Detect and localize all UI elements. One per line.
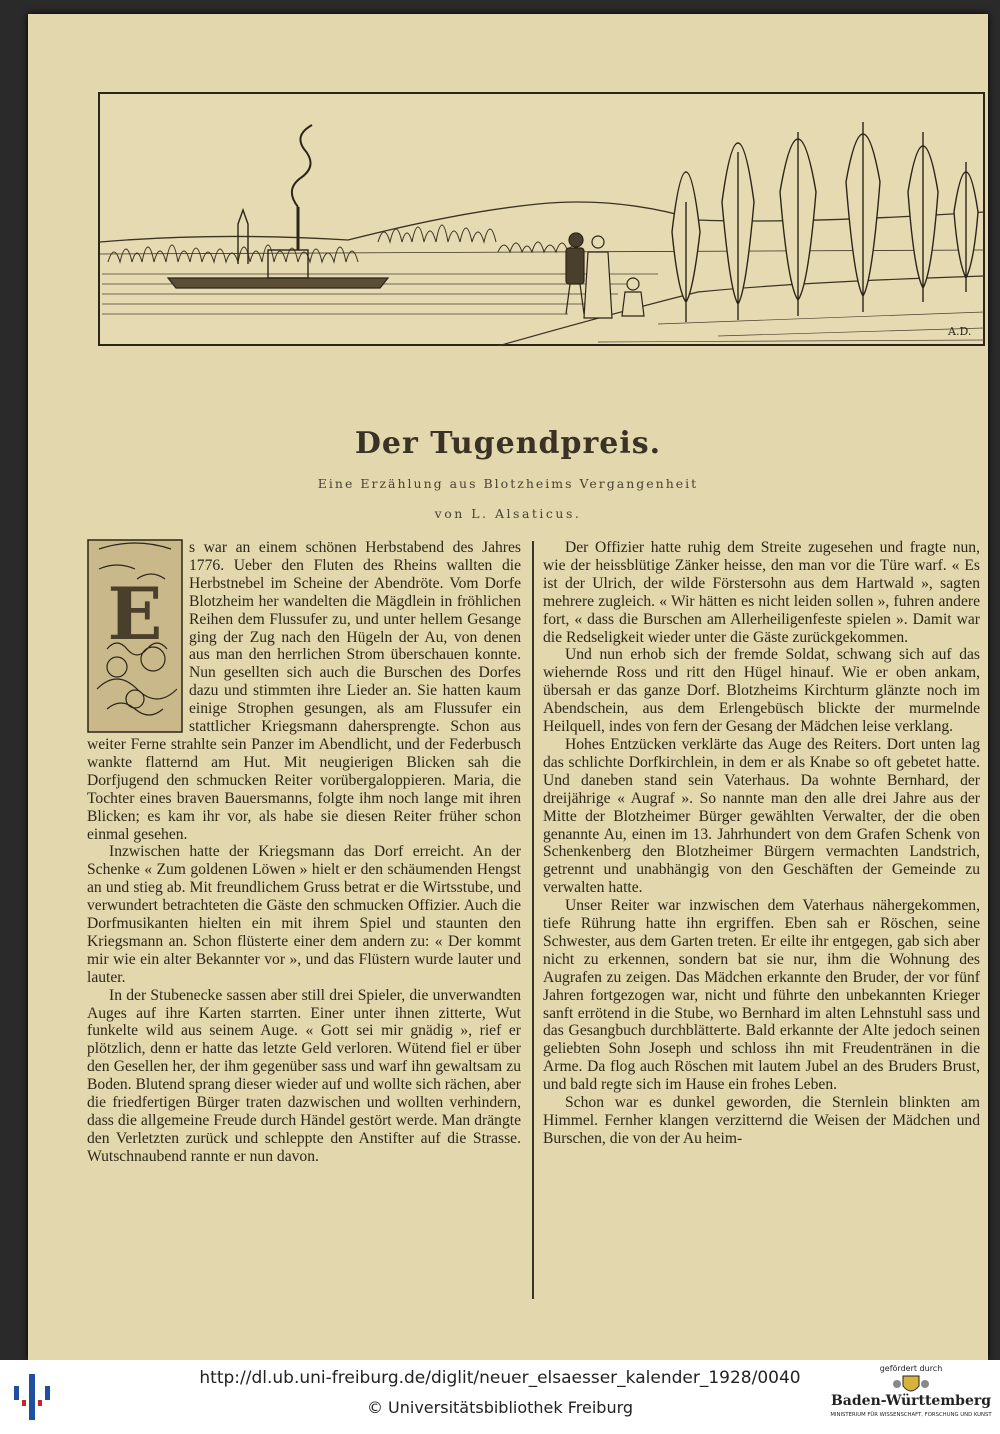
text-column-right	[543, 539, 980, 1148]
paragraph: Inzwischen hatte der Kriegsmann das Dorf erreicht. An der Schenke « Zum goldenen Löwen » hielt er den schäumenden Hengst an und stieg ab. Mit freundlichem Gruss betrat er die Wirtsstube, und verwundert betrachteten die Gäste den schmucken Offizier. Auch die Dorfmusikanten hielten ein mit ihrem Spiel und staunten den Kriegsmann an. Schon flüsterte einer dem andern zu: « Der kommt mir wie ein alter Bekannter vor », und das Flüstern wurde lauter und lauter.	[87, 843, 521, 986]
ornamental-initial	[87, 539, 183, 733]
paragraph: Und nun erhob sich der fremde Soldat, schwang sich auf das wiehernde Ross und ritt den Hügel hinauf. Wie er oben ankam, übersah er das ganze Dorf. Blotzheims Kirchturm glänzte noch im Abendschein, aus dem Erlengebüsch blickte der murmelnde Heilquell, indes von fern der Gesang der Mädchen leise verklang.	[543, 646, 980, 736]
source-url[interactable]: http://dl.ub.uni-freiburg.de/diglit/neuer_elsaesser_kalender_1928/0040	[199, 1368, 801, 1388]
copyright-notice: © Universitätsbibliothek Freiburg	[366, 1398, 634, 1417]
paragraph: Unser Reiter war inzwischen dem Vaterhaus nähergekommen, tiefe Rührung hatte ihn ergriffen. Eben sah er Röschen, seine Schwester, aus dem Garten treten. Er eilte ihr entgegen, gab sich aber nicht zu erkennen, sondern bat sie nur, ihm die Wohnung des Augrafen zu zeigen. Das Mädchen erkannte den Bruder, der vor fünf Jahren fortgezogen war, nicht und führte den unbekannten Krieger sanft errötend in die Stube, wo Bernhard im alten Lehnstuhl sass und das Gesangbuch durchblätterte. Bald erkannte der Alte jedoch seinen geliebten Sohn Joseph und schloss ihn mit Freudentränen in die Arme. Da flog auch Röschen mit lautem Jubel an des Bruders Brust, und bald regte sich im Hause ein frohes Leben.	[543, 897, 980, 1094]
scanned-page	[28, 14, 988, 1360]
paragraph: Der Offizier hatte ruhig dem Streite zugesehen und fragte nun, wie der heissblütige Zänker heisse, den man vor die Türe warf. « Es ist der Ulrich, der wilde Förstersohn aus dem Hartwald », sagten mehrere zugleich. « Wir hätten es nicht leiden sollen », fuhren andere fort, « dass die Burschen am Allerheiligenfeste spielen ». Damit war die Redseligkeit wieder unter die Gäste zurückgekommen.	[543, 539, 980, 646]
story-subtitle: Eine Erzählung aus Blotzheims Vergangenheit	[317, 476, 699, 491]
sponsor-block	[822, 1362, 1000, 1434]
rhine-landscape-illustration	[98, 92, 985, 346]
column-divider	[532, 541, 534, 1299]
initial-letter: E	[107, 571, 163, 656]
funded-by-label: gefördert durch	[879, 1364, 943, 1373]
paragraph: Schon war es dunkel geworden, die Sternlein blinkten am Himmel. Fernher klangen verzitternd die Weisen der Mädchen und Burschen, die von der Au heim-	[543, 1094, 980, 1147]
story-author: von L. Alsaticus.	[434, 506, 582, 521]
library-footer	[0, 1360, 1000, 1434]
text-column-left	[87, 539, 521, 1166]
state-coat-of-arms-icon	[891, 1374, 931, 1396]
paragraph: s war an einem schönen Herbstabend des Jahres 1776. Ueber den Fluten des Rheins wallten die Herbstnebel im Scheine der Abendröte. Vom Dorfe Blotzheim her wandelten die Mägdlein in fröhlichen Reihen dem Flussufer zu, und unter hellem Gesange ging der Zug nach den Hügeln der Au, von denen aus man den herrlichen Strom überschauen konnte. Nun gesellten sich auch die Burschen des Dorfes dazu und stimmten ihre Lieder an. Sie hatten kaum einige Strophen gesungen, als am Flussufer ein stattlicher Kriegsmann dahersprengte. Schon aus weiter Ferne strahlte sein Panzer im Abendlicht, und der Federbusch wankte flatternd am Hut. Mit neugierigen Blicken sah die Dorfjugend den schmucken Reiter vorübergaloppieren. Maria, die Tochter eines braven Bauersmanns, folgte ihm noch lange mit ihren Blicken; es kam ihr vor, als habe sie diesen Reiter früher schon einmal gesehen.	[87, 539, 521, 843]
paragraph: Hohes Entzücken verklärte das Auge des Reiters. Dort unten lag das schlichte Dorfkirchlein, in dem er als Knabe so oft gebetet hatte. Und daneben stand sein Vaterhaus. Da wohnte Bernhard, der dreijährige « Augraf ». So nannte man den alle drei Jahre aus der Mitte der Blotzheimer Bürger gewählten Verwalter, der die oben genannte Au, einen im 13. Jahrhundert von dem Grafen Schenk von Schenkenberg den Blotzheimer Bürgern vermachten Landstrich, getrennt und unabhängig von den Geschäften der Gemeinde zu verwalten hatte.	[543, 735, 980, 897]
paragraph: In der Stubenecke sassen aber still drei Spieler, die unverwandten Auges auf ihre Karten starrten. Einer unter ihnen zitterte, Wut funkelte wild aus seinem Auge. « Gott sei mir gnädig », rief er plötzlich, denn er hatte das letzte Geld verloren. Wütend fiel er über den Gesellen her, der ihm gegenüber sass und warf ihn gewaltsam zu Boden. Blutend sprang dieser wieder auf und wollte sich rächen, aber die friedfertigen Bürger traten dazwischen und wollten verhindern, dass die allgemeine Freude durch Händel gestört werde. Man drängte den Verletzten zurück und schleppte den Anstifter auf die Strasse. Wutschnaubend rannte er nun davon.	[87, 986, 521, 1165]
state-name: Baden-Württemberg	[830, 1393, 992, 1409]
illustration-signature: A.D.	[948, 325, 972, 338]
story-title: Der Tugendpreis.	[354, 426, 662, 461]
ministry-name: MINISTERIUM FÜR WISSENSCHAFT, FORSCHUNG UND KUNST	[830, 1412, 992, 1418]
